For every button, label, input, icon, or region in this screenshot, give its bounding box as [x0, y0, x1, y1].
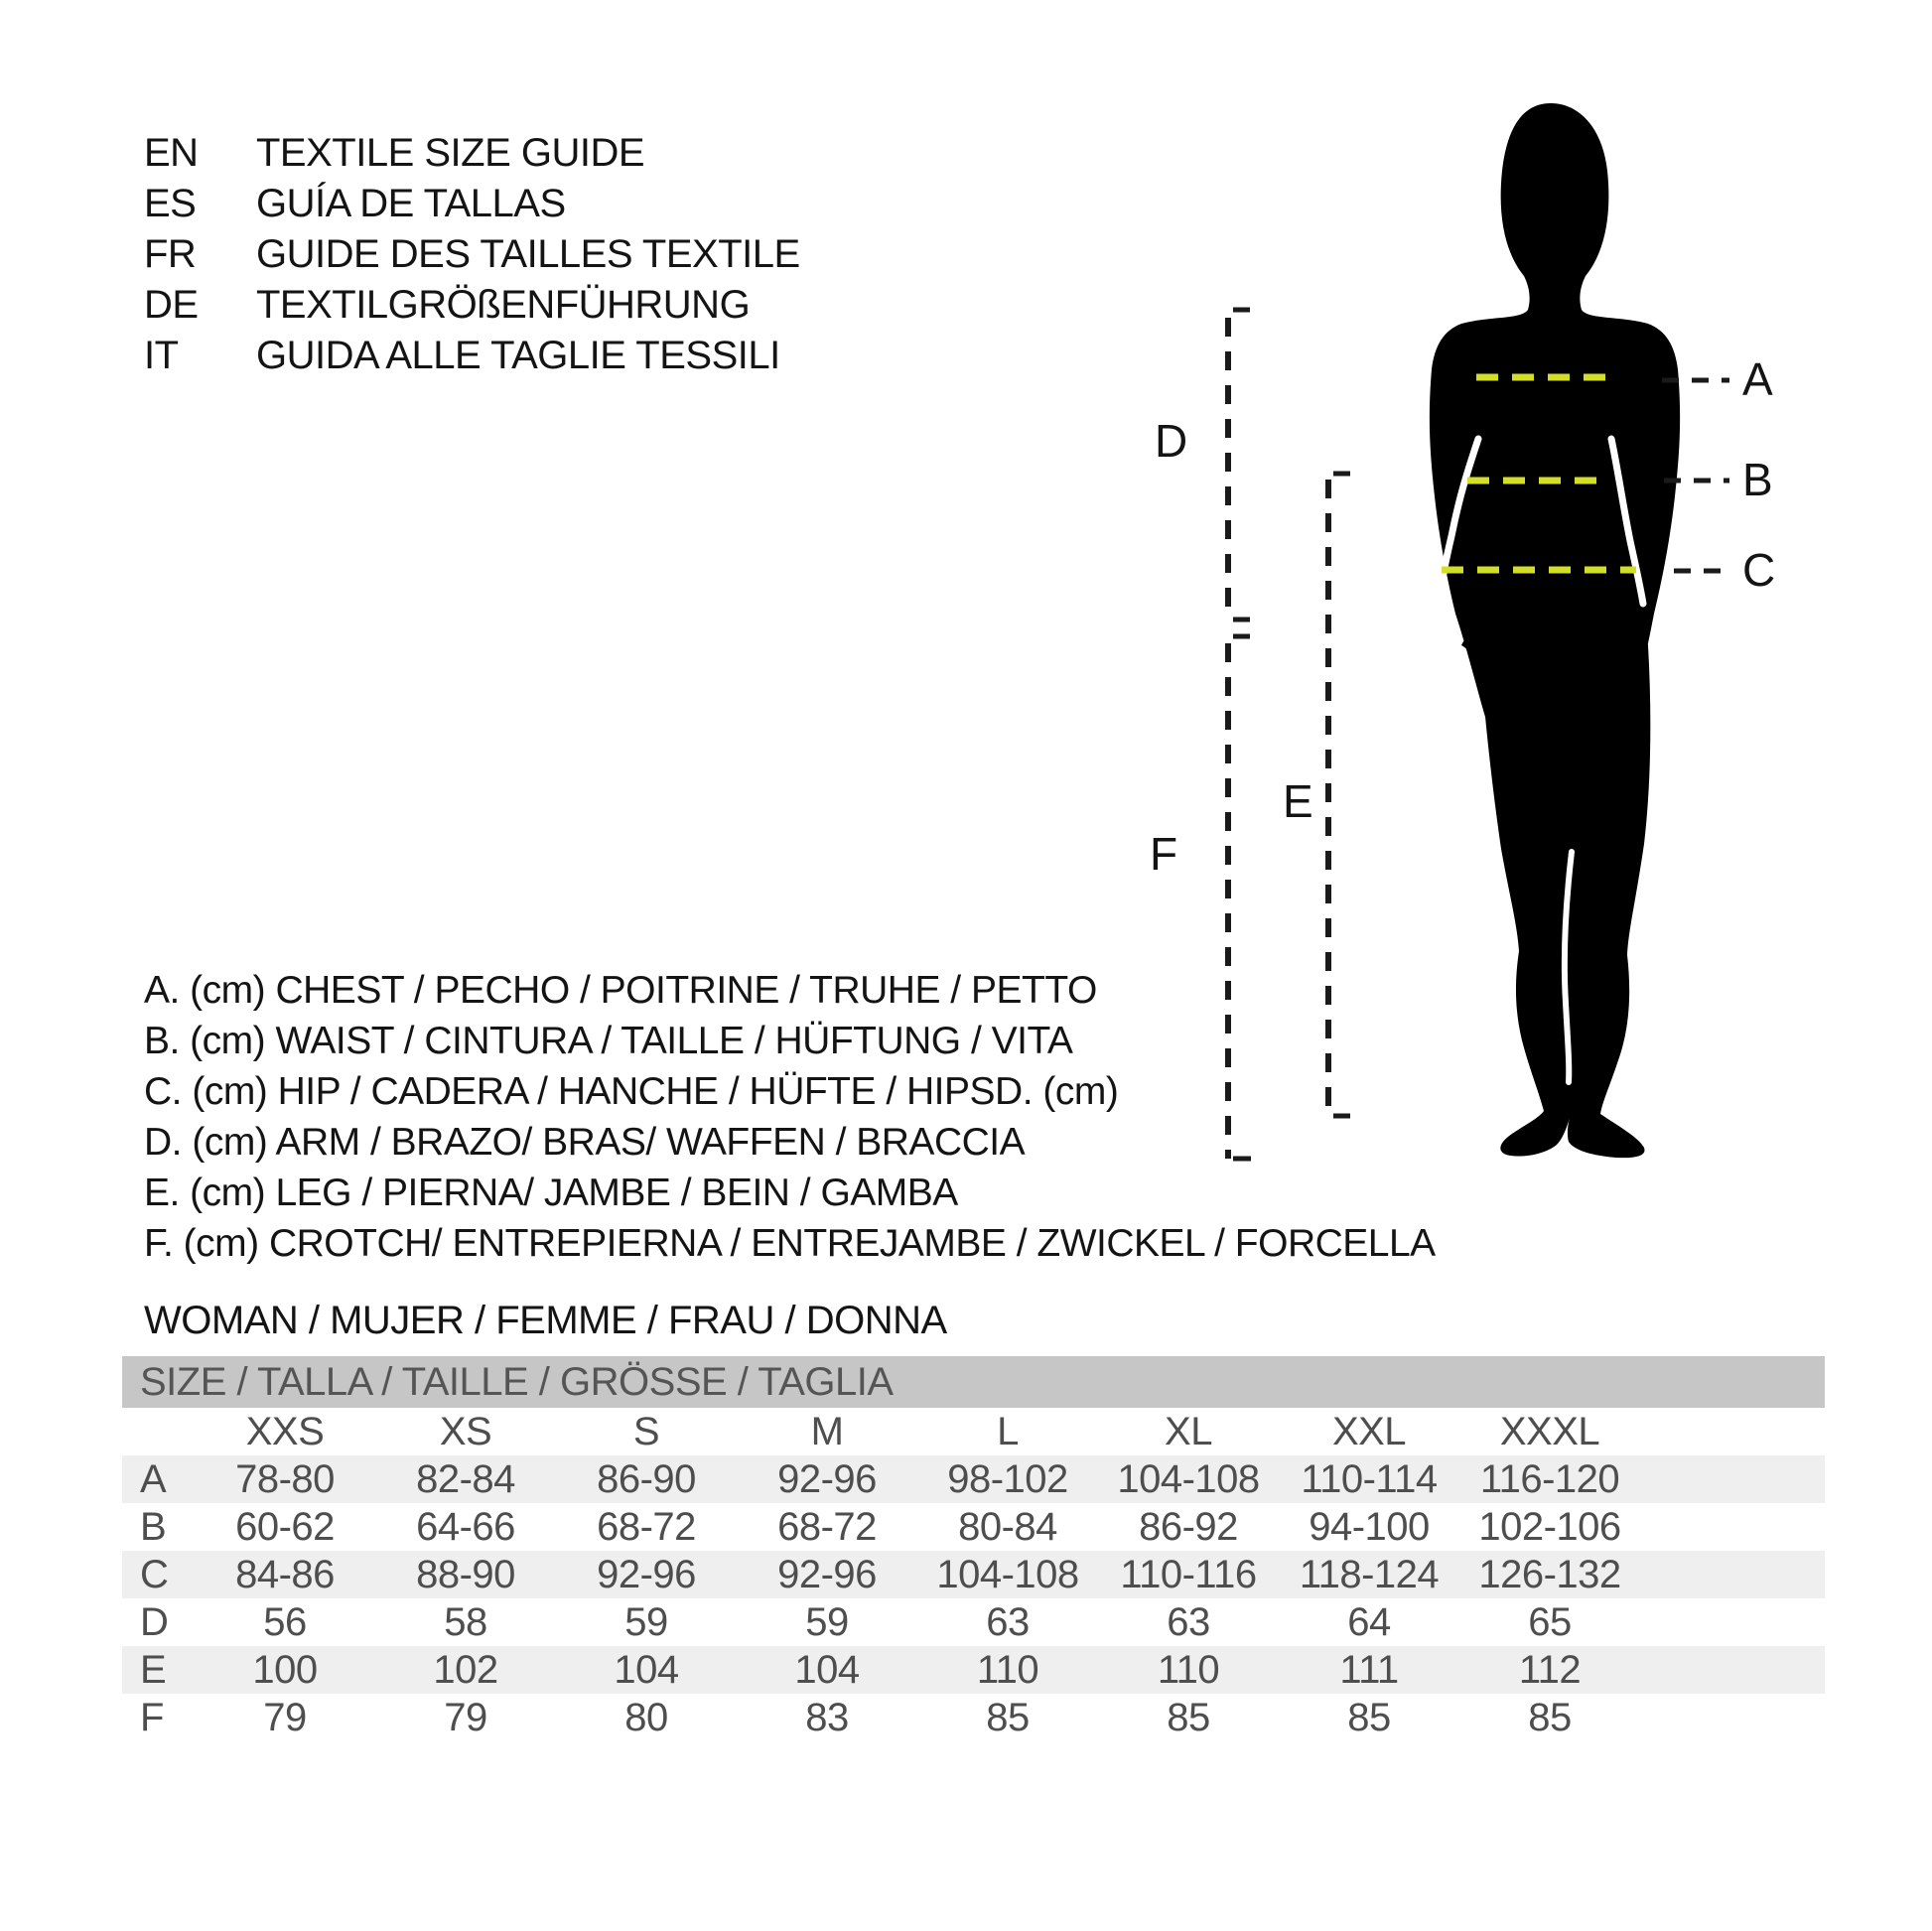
size-value: 100 [252, 1647, 318, 1692]
page-title-de: TEXTILGRÖßENFÜHRUNG [256, 283, 751, 327]
size-value: 80 [624, 1695, 668, 1739]
group-title-woman: WOMAN / MUJER / FEMME / FRAU / DONNA [144, 1299, 947, 1342]
legend-waist: B. (cm) WAIST / CINTURA / TAILLE / HÜFTUNG / VITA [144, 1019, 1073, 1062]
page-title-it: GUIDA ALLE TAGLIE TESSILI [256, 334, 780, 377]
legend-arm: D. (cm) ARM / BRAZO/ BRAS/ WAFFEN / BRACCIA [144, 1120, 1026, 1164]
table-row-b [122, 1503, 1825, 1551]
size-value: 92-96 [597, 1552, 696, 1596]
language-title-block [144, 128, 800, 381]
size-value: 56 [263, 1599, 307, 1644]
size-value: 65 [1528, 1599, 1572, 1644]
table-row-e [122, 1646, 1825, 1694]
size-value: 64-66 [416, 1504, 515, 1549]
lang-row-es [144, 179, 800, 229]
size-value: 104-108 [936, 1552, 1079, 1596]
size-value: 82-84 [416, 1456, 515, 1501]
size-value: 86-90 [597, 1456, 696, 1501]
row-label: E [140, 1647, 167, 1692]
size-value: 85 [1528, 1695, 1572, 1739]
size-value: 110 [1157, 1647, 1220, 1692]
size-column-xl: XL [1165, 1409, 1212, 1453]
marker-waist-b: B [1742, 453, 1773, 505]
row-label: D [140, 1599, 169, 1644]
table-row-d [122, 1598, 1825, 1646]
legend-crotch: F. (cm) CROTCH/ ENTREPIERNA / ENTREJAMBE / ZWICKEL / FORCELLA [144, 1221, 1436, 1265]
table-row-f [122, 1694, 1825, 1741]
size-value: 68-72 [777, 1504, 877, 1549]
size-value: 83 [805, 1695, 849, 1739]
size-column-xxl: XXL [1331, 1409, 1407, 1453]
size-value: 116-120 [1479, 1456, 1620, 1501]
size-table-header [122, 1356, 1825, 1408]
size-value: 104 [794, 1647, 860, 1692]
size-value: 94-100 [1309, 1504, 1430, 1549]
size-names-row [122, 1408, 1825, 1455]
size-value: 64 [1347, 1599, 1391, 1644]
size-value: 110-116 [1120, 1552, 1257, 1596]
marker-arm-d: D [1155, 414, 1188, 467]
size-value: 98-102 [947, 1456, 1068, 1501]
size-value: 78-80 [235, 1456, 335, 1501]
figure-area [1092, 79, 1932, 1489]
size-table-body [122, 1455, 1825, 1741]
page-title-es: GUÍA DE TALLAS [256, 182, 566, 225]
size-table [122, 1356, 1825, 1741]
row-label: A [140, 1456, 167, 1501]
size-value: 112 [1518, 1647, 1582, 1692]
lang-row-en [144, 128, 800, 179]
size-value: 85 [1347, 1695, 1391, 1739]
lang-code: DE [144, 283, 199, 327]
size-value: 118-124 [1299, 1552, 1440, 1596]
size-value: 92-96 [777, 1552, 877, 1596]
marker-leg-e: E [1283, 774, 1313, 827]
lang-row-de [144, 280, 800, 331]
size-value: 59 [624, 1599, 668, 1644]
marker-chest-a: A [1742, 352, 1773, 405]
size-value: 102-106 [1478, 1504, 1621, 1549]
lang-code: ES [144, 182, 197, 225]
size-value: 63 [1167, 1599, 1210, 1644]
table-row-a [122, 1455, 1825, 1503]
size-value: 92-96 [777, 1456, 877, 1501]
size-value: 60-62 [235, 1504, 335, 1549]
woman-silhouette [1430, 103, 1680, 1158]
marker-hip-c: C [1742, 543, 1776, 596]
woman-silhouette-diagram [1092, 79, 1932, 1489]
lang-code: IT [144, 334, 179, 377]
size-value: 59 [805, 1599, 849, 1644]
size-value: 86-92 [1139, 1504, 1238, 1549]
lang-row-it [144, 331, 800, 381]
row-label: C [140, 1552, 169, 1596]
lang-code: FR [144, 232, 197, 276]
size-value: 84-86 [235, 1552, 335, 1596]
size-column-l: L [997, 1409, 1019, 1453]
size-value: 111 [1339, 1647, 1399, 1692]
legend-chest: A. (cm) CHEST / PECHO / POITRINE / TRUHE / PETTO [144, 968, 1097, 1012]
size-value: 126-132 [1478, 1552, 1621, 1596]
table-row-c [122, 1551, 1825, 1598]
size-column-s: S [632, 1409, 660, 1453]
size-value: 80-84 [958, 1504, 1057, 1549]
legend-hip: C. (cm) HIP / CADERA / HANCHE / HÜFTE / HIPSD. (cm) [144, 1069, 1119, 1113]
size-column-xxxl: XXXL [1499, 1409, 1600, 1453]
marker-crotch-f: F [1150, 827, 1178, 880]
size-value: 110 [976, 1647, 1039, 1692]
size-value: 104 [614, 1647, 679, 1692]
size-value: 79 [444, 1695, 487, 1739]
size-value: 104-108 [1117, 1456, 1260, 1501]
size-value: 85 [986, 1695, 1030, 1739]
measurement-legend [144, 965, 1436, 1269]
lang-code: EN [144, 131, 199, 175]
page-title-fr: GUIDE DES TAILLES TEXTILE [256, 232, 800, 276]
size-value: 63 [986, 1599, 1030, 1644]
size-table-header-label: SIZE / TALLA / TAILLE / GRÖSSE / TAGLIA [140, 1359, 894, 1404]
size-value: 58 [444, 1599, 487, 1644]
size-value: 68-72 [597, 1504, 696, 1549]
size-value: 110-114 [1301, 1456, 1438, 1501]
size-value: 102 [433, 1647, 498, 1692]
size-value: 88-90 [416, 1552, 515, 1596]
page-title: TEXTILE SIZE GUIDE [256, 131, 645, 175]
lang-row-fr [144, 229, 800, 280]
size-value: 85 [1167, 1695, 1210, 1739]
size-column-m: M [810, 1409, 844, 1453]
row-label: F [140, 1695, 164, 1739]
size-column-xs: XS [439, 1409, 492, 1453]
size-value: 79 [263, 1695, 307, 1739]
legend-leg: E. (cm) LEG / PIERNA/ JAMBE / BEIN / GAMBA [144, 1171, 958, 1214]
row-label: B [140, 1504, 167, 1549]
size-column-xxs: XXS [245, 1409, 325, 1453]
